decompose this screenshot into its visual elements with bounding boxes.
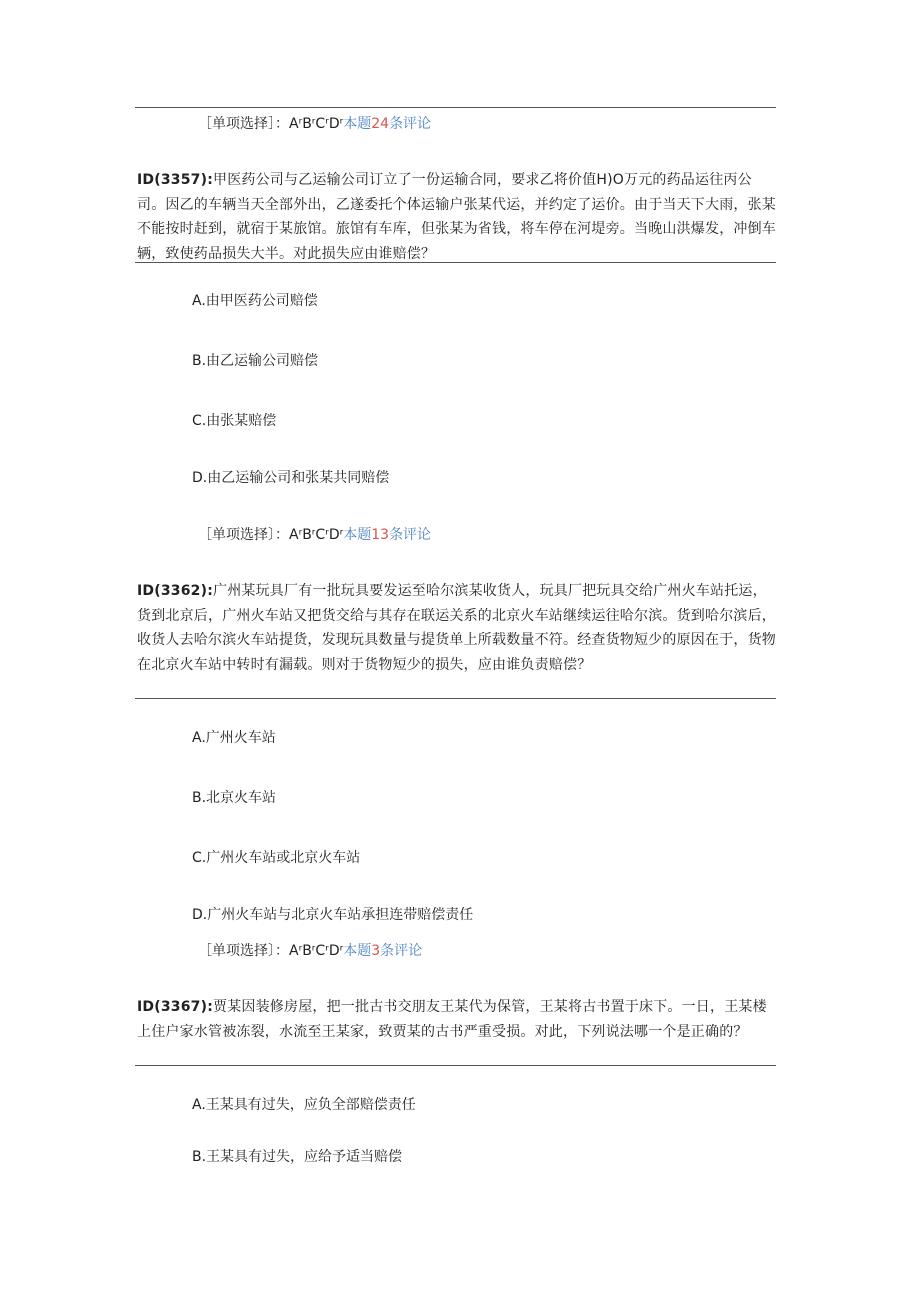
question-body: 甲医药公司与乙运输公司订立了一份运输合同，要求乙将价值H)O万元的药品运往丙公司。因乙的车辆当天全部外出，乙遂委托个体运输户张某代运，并约定了运价。由于当天下大雨，张某不能按时赶到，就宿于某旅馆。旅馆有车库，但张某为省钱，将车停在河堤旁。当晚山洪爆发，冲倒车辆，致使药品损失大半。对此损失应由谁赔偿？ [137, 172, 776, 262]
option-b[interactable]: B.王某具有过失，应给予适当赔偿 [192, 1149, 403, 1165]
question-meta [198, 113, 431, 133]
comment-count: 24 [371, 116, 390, 132]
answer-options[interactable]: AʳBʳCʳDʳ [289, 116, 344, 132]
question-id: ID(3362): [137, 583, 213, 599]
comment-link[interactable]: 条评论 [389, 116, 432, 132]
comment-prefix: 本题 [343, 116, 372, 132]
option-a[interactable]: A.广州火车站 [192, 730, 276, 746]
option-a[interactable]: A.王某具有过失，应负全部赔偿责任 [192, 1097, 416, 1113]
question-text [137, 579, 777, 677]
question-type-label: ［单项选择］： [198, 116, 289, 132]
comment-link[interactable]: 条评论 [380, 943, 423, 959]
option-d[interactable]: D.由乙运输公司和张某共同赔偿 [192, 470, 390, 486]
option-a[interactable]: A.由甲医药公司赔偿 [192, 293, 318, 309]
option-b[interactable]: B.由乙运输公司赔偿 [192, 353, 319, 369]
question-body: 广州某玩具厂有一批玩具要发运至哈尔滨某收货人，玩具厂把玩具交给广州火车站托运，货到北京后，广州火车站又把货交给与其存在联运关系的北京火车站继续运往哈尔滨。货到哈尔滨后，收货人去哈尔滨火车站提货，发现玩具数量与提货单上所载数量不符。经查货物短少的原因在于，货物在北京火车站中转时有漏载。则对于货物短少的损失，应由谁负责赔偿？ [137, 583, 776, 673]
option-c[interactable]: C.广州火车站或北京火车站 [192, 850, 361, 866]
divider [135, 698, 776, 699]
question-id: ID(3357): [137, 172, 213, 188]
question-meta [198, 940, 422, 960]
question-text [137, 168, 777, 266]
option-b[interactable]: B.北京火车站 [192, 790, 277, 806]
divider [135, 1065, 776, 1066]
divider [135, 262, 776, 263]
question-text [137, 995, 777, 1044]
comment-prefix: 本题 [343, 527, 372, 543]
option-c[interactable]: C.由张某赔偿 [192, 413, 277, 429]
question-id: ID(3367): [137, 999, 213, 1015]
question-type-label: ［单项选择〕： [198, 527, 289, 543]
divider-top [135, 107, 776, 108]
question-body: 贾某因装修房屋，把一批古书交朋友王某代为保管，王某将古书置于床下。一日，王某楼上住户家水管被冻裂，水流至王某家，致贾某的古书严重受损。对此，下列说法哪一个是正确的？ [137, 999, 767, 1040]
comment-prefix: 本题 [343, 943, 372, 959]
question-meta [198, 524, 431, 544]
comment-count: 13 [371, 527, 390, 543]
answer-options[interactable]: AʳBʳCʳDʳ [289, 527, 344, 543]
question-type-label: ［单项选择〕： [198, 943, 289, 959]
comment-count: 3 [371, 943, 381, 959]
option-d[interactable]: D.广州火车站与北京火车站承担连带赔偿责任 [192, 907, 474, 923]
comment-link[interactable]: 条评论 [389, 527, 432, 543]
answer-options[interactable]: AʳBʳCʳDʳ [289, 943, 344, 959]
